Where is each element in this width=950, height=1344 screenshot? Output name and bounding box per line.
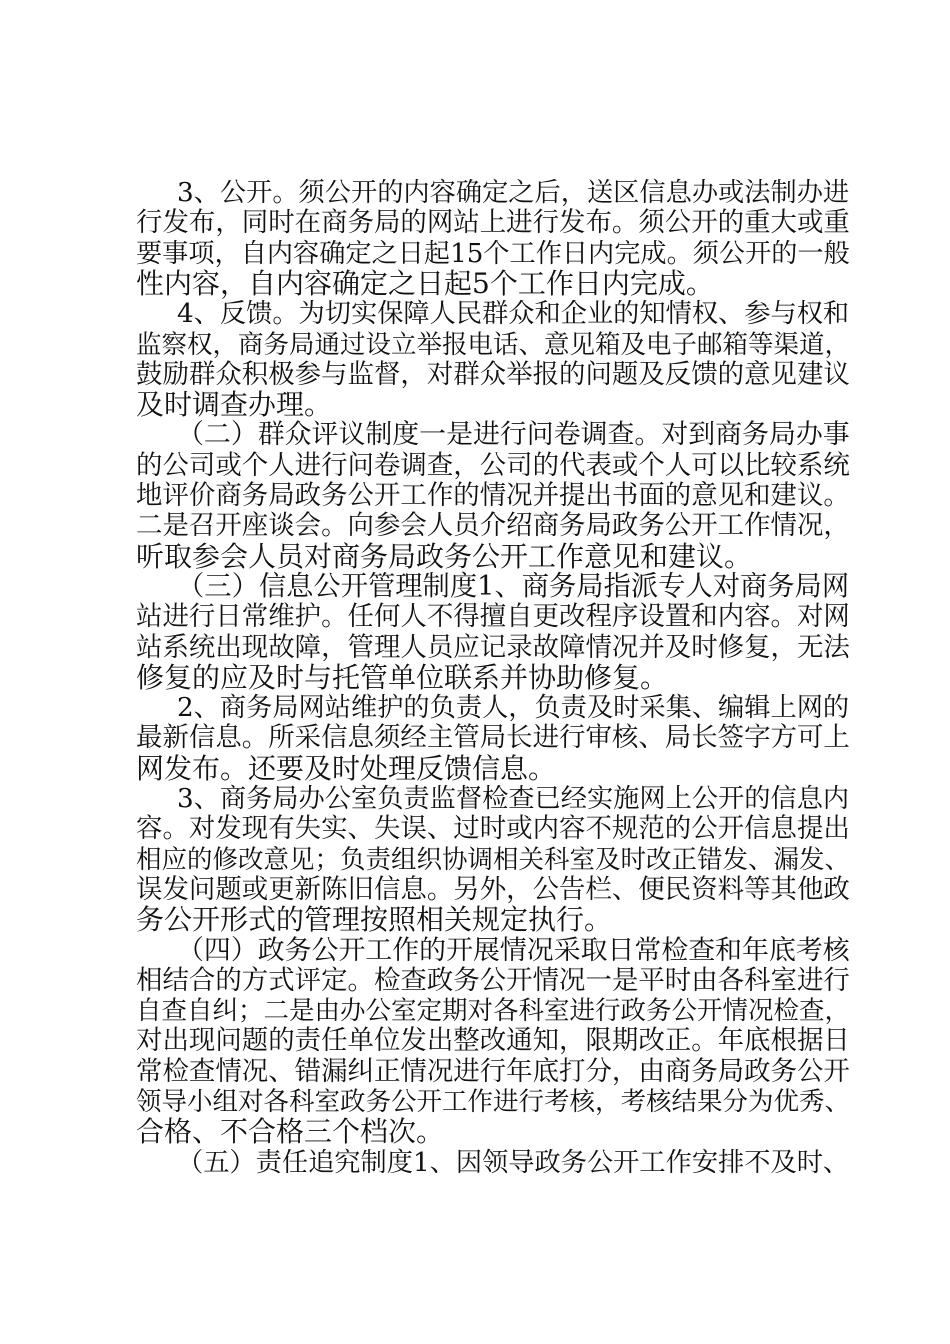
- text-line: （五）责任追究制度1、因领导政务公开工作安排不及时、: [177, 1147, 850, 1178]
- text-line: 自查自纠；二是由办公室定期对各科室进行政务公开情况检查，: [136, 996, 851, 1027]
- text-line: 3、商务局办公室负责监督检查已经实施网上公开的信息内: [177, 784, 850, 814]
- text-line: 听取参会人员对商务局政务公开工作意见和建议。: [136, 539, 753, 573]
- text-line: 务公开形式的管理按照相关规定执行。: [136, 903, 613, 937]
- text-line: 的公司或个人进行问卷调查，公司的代表或个人可以比较系统: [136, 449, 850, 481]
- text-line: 要事项，自内容确定之日起15个工作日内完成。须公开的一般: [136, 238, 850, 269]
- text-line: 监察权，商务局通过设立举报电话、意见箱及电子邮箱等渠道，: [136, 329, 851, 360]
- text-line: （四）政务公开工作的开展情况采取日常检查和年底考核: [177, 934, 850, 966]
- text-line: 3、公开。须公开的内容确定之后，送区信息办或法制办进: [177, 178, 850, 208]
- text-line: 地评价商务局政务公开工作的情况并提出书面的意见和建议。: [136, 480, 850, 511]
- text-line: （二）群众评议制度一是进行问卷调查。对到商务局办事: [177, 419, 850, 451]
- text-line: 容。对发现有失实、失误、过时或内容不规范的公开信息提出: [136, 813, 850, 845]
- text-line: 合格、不合格三个档次。: [136, 1115, 445, 1149]
- text-line: （三）信息公开管理制度1、商务局指派专人对商务局网: [177, 570, 850, 602]
- text-line: 最新信息。所采信息须经主管局长进行审核、局长签字方可上: [136, 722, 850, 754]
- text-line: 常检查情况、错漏纠正情况进行年底打分，由商务局政务公开: [136, 1055, 850, 1087]
- text-line: 及时调查办理。: [136, 388, 333, 422]
- text-line: 行发布，同时在商务局的网站上进行发布。须公开的重大或重: [136, 207, 850, 239]
- text-line: 2、商务局网站维护的负责人，负责及时采集、编辑上网的: [177, 693, 850, 724]
- text-line: 相结合的方式评定。检查政务公开情况一是平时由各科室进行: [136, 964, 850, 996]
- text-line: 性内容，自内容确定之日起5个工作日内完成。: [136, 266, 714, 300]
- text-line: 4、反馈。为切实保障人民群众和企业的知情权、参与权和: [177, 299, 850, 330]
- text-line: 网发布。还要及时处理反馈信息。: [136, 751, 557, 785]
- text-line: 领导小组对各科室政务公开工作进行考核，考核结果分为优秀、: [136, 1087, 851, 1117]
- text-line: 二是召开座谈会。向参会人员介绍商务局政务公开工作情况，: [136, 510, 850, 542]
- text-line: 站进行日常维护。任何人不得擅自更改程序设置和内容。对网: [136, 601, 850, 633]
- text-line: 相应的修改意见；负责组织协调相关科室及时改正错发、漏发、: [136, 844, 851, 875]
- text-line: 对出现问题的责任单位发出整改通知，限期改正。年底根据日: [136, 1025, 850, 1057]
- text-line: 站系统出现故障，管理人员应记录故障情况并及时修复，无法: [136, 631, 850, 663]
- text-line: 修复的应及时与托管单位联系并协助修复。: [136, 660, 669, 694]
- text-line: 鼓励群众积极参与监督，对群众举报的问题及反馈的意见建议: [136, 358, 850, 390]
- text-line: 误发问题或更新陈旧信息。另外，公告栏、便民资料等其他政: [136, 873, 850, 905]
